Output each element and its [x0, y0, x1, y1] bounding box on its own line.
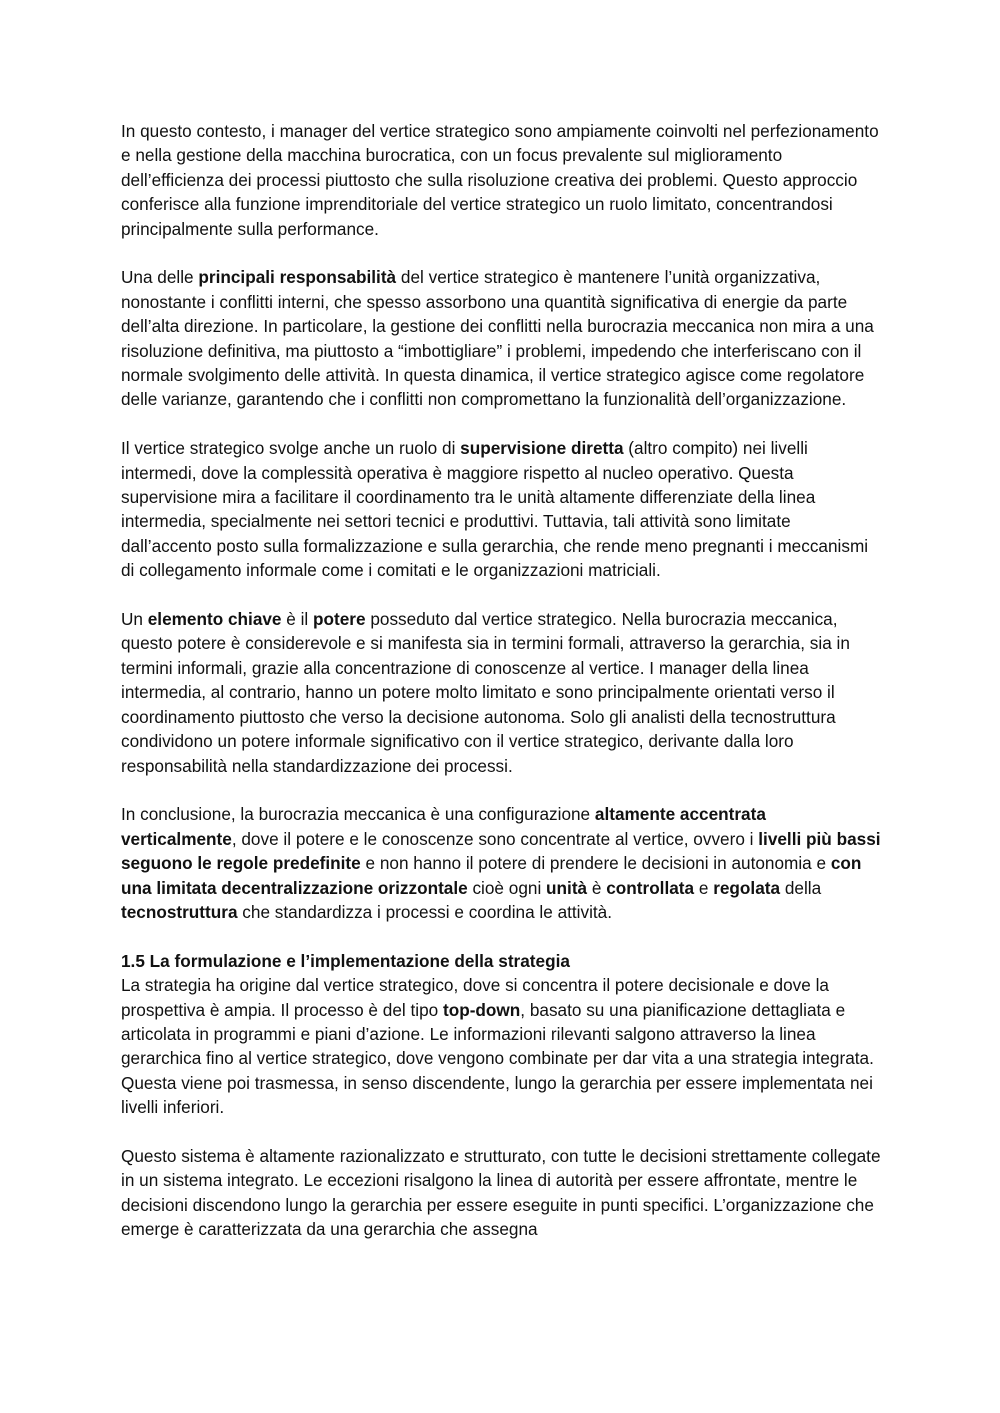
paragraph-potere [121, 607, 881, 778]
text-run: , basato su una pianificazione dettagliata e articolata in programmi e piani d’azione. Le informazioni rilevanti salgono attraverso la linea gerarchica fino al vertice strategico, dove vengono combinate per dar vita a una strategia integrata. Questa viene poi trasmessa, in senso discendente, lungo la gerarchia per essere implementata nei livelli inferiori. [121, 999, 874, 1118]
paragraph-conclusione [121, 802, 881, 924]
text-run: Questo sistema è altamente razionalizzato e strutturato, con tutte le decisioni strettamente collegate in un sistema integrato. Le eccezioni risalgono la linea di autorità per essere affrontate, mentre le decisioni discendono lungo la gerarchia per essere eseguite in punti specifici. L’organizzazione che emerge è caratterizzata da una gerarchia che assegna [121, 1145, 881, 1240]
bold-text-run: altamente accentrata verticalmente [121, 804, 766, 849]
text-run: In questo contesto, i manager del vertice strategico sono ampiamente coinvolti nel perfezionamento e nella gestione della macchina burocratica, con un focus prevalente sul miglioramento dell’efficienza dei processi piuttosto che sulla risoluzione creativa dei problemi. Questo approccio conferisce alla funzione imprenditoriale del vertice strategico un ruolo limitato, concentrandosi principalmente sulla performance. [121, 121, 879, 239]
paragraph-responsabilita [121, 265, 881, 411]
text-run: del vertice strategico è mantenere l’unità organizzativa, nonostante i conflitti interni, che spesso assorbono una quantità significativa di energie da parte dell’alta direzione. In particolare, la gestione dei conflitti nella burocrazia meccanica non mira a una risoluzione definitiva, ma piuttosto a “imbottigliare” i problemi, impedendo che interferiscano con il normale svolgimento delle attività. In questa dinamica, il vertice strategico agisce come regolatore delle varianze, garantendo che i conflitti non compromettano la funzionalità dell’organizzazione. [121, 267, 874, 410]
bold-text-run: elemento chiave [147, 609, 282, 630]
paragraph-vertice-contesto [121, 119, 881, 241]
bold-text-run: principali responsabilità [198, 267, 397, 288]
paragraph-supervisione [121, 436, 881, 582]
text-run: e non hanno il potere di prendere le decisioni in autonomia e [360, 853, 831, 874]
section-heading: 1.5 La formulazione e l’implementazione della strategia [121, 950, 570, 971]
bold-text-run: supervisione diretta [460, 438, 624, 459]
text-run: (altro compito) nei livelli intermedi, dove la complessità operativa è maggiore rispetto al nucleo operativo. Questa supervisione mira a facilitare il coordinamento tra le unità altamente differenziate della linea intermedia, specialmente nei settori tecnici e produttivi. Tuttavia, tali attività sono limitate dall’accento posto sulla formalizzazione e sulla gerarchia, che rende meno pregnanti i meccanismi di collegamento informale come i comitati e le organizzazioni matriciali. [121, 438, 869, 581]
text-run: è [587, 877, 607, 898]
bold-text-run: livelli più bassi seguono le regole predefinite [121, 828, 881, 874]
bold-text-run: top-down [442, 999, 521, 1020]
bold-text-run: potere [313, 609, 366, 630]
text-run: è il [281, 609, 314, 630]
bold-text-run: tecnostruttura [121, 901, 238, 922]
text-run: posseduto dal vertice strategico. Nella burocrazia meccanica, questo potere è considerevole e si manifesta sia in termini formali, attraverso la gerarchia, sia in termini informali, grazie alla concentrazione di conoscenze al vertice. I manager della linea intermedia, al contrario, hanno un potere molto limitato e sono principalmente orientati verso il coordinamento piuttosto che verso la decisione autonoma. Solo gli analisti della tecnostruttura condividono un potere informale significativo con il vertice strategico, derivante dalla loro responsabilità nella standardizzazione dei processi. [121, 609, 850, 776]
text-run: Una delle [121, 267, 199, 288]
bold-text-run: regolata [713, 877, 781, 898]
text-run: Un [121, 609, 148, 630]
text-run: In conclusione, la burocrazia meccanica è una configurazione [121, 804, 595, 825]
text-run: che standardizza i processi e coordina le attività. [237, 901, 613, 922]
text-run: cioè ogni [467, 877, 547, 898]
text-run: , dove il potere e le conoscenze sono concentrate al vertice, ovvero i [231, 828, 759, 849]
text-run: Il vertice strategico svolge anche un ruolo di [121, 438, 461, 459]
text-run: La strategia ha origine dal vertice strategico, dove si concentra il potere decisionale e dove la prospettiva è ampia. Il processo è del tipo [121, 975, 829, 1020]
bold-text-run: con una limitata decentralizzazione orizzontale [121, 853, 862, 898]
paragraph-sistema-razionalizzato [121, 1144, 881, 1242]
text-run: della [780, 877, 822, 898]
text-run: e [694, 877, 714, 898]
paragraph-strategia-origine [121, 973, 881, 1119]
bold-text-run: unità [546, 877, 588, 898]
document-page [121, 119, 881, 1242]
bold-text-run: controllata [606, 877, 695, 898]
